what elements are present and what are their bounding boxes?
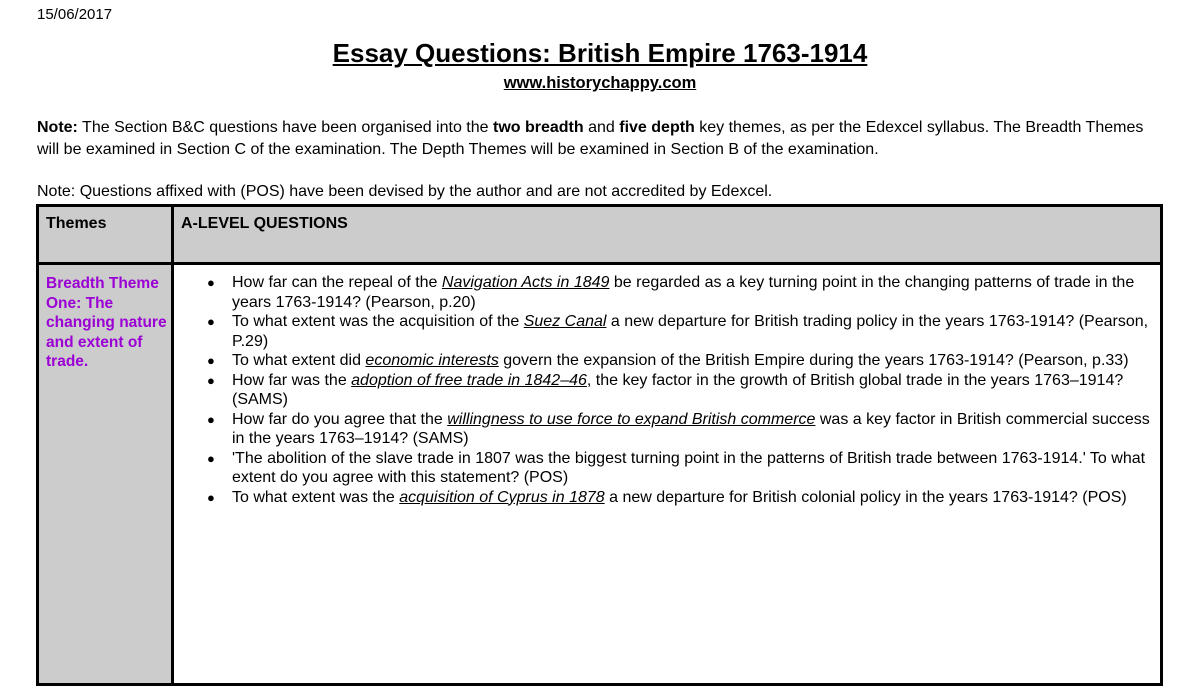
bullet-icon: ● (207, 275, 215, 290)
question-item (207, 273, 1150, 312)
bullet-icon: ● (207, 353, 215, 368)
question-text-end: govern the expansion of the British Empire during the years 1763-1914? (Pearson, p.33) (498, 352, 1129, 369)
questions-table (36, 204, 1163, 686)
question-key-topic: Navigation Acts in 1849 (441, 274, 610, 291)
note-bold-depth: five depth (619, 119, 695, 136)
bullet-icon: ● (207, 450, 215, 466)
note-bold-breadth: two breadth (492, 119, 584, 136)
note-label: Note: (37, 119, 78, 136)
question-key-topic: Suez Canal (523, 313, 607, 330)
question-text-end: a new departure for British trading policy in the years 1763-1914? (Pearson, P.29) (232, 313, 1149, 350)
question-text-end: be regarded as a key turning point in the changing patterns of trade in the years 1763-1914? (Pearson, p.20) (232, 274, 1135, 311)
bullet-icon: ● (207, 489, 215, 505)
question-text-end: a new departure for British colonial policy in the years 1763-1914? (POS) (604, 488, 1127, 506)
question-text: How far was the (232, 371, 352, 389)
question-text: How far do you agree that the (232, 410, 448, 428)
bullet-icon: ● (207, 314, 215, 329)
question-item (207, 312, 1150, 351)
question-text-end: was a key factor in British commercial success in the years 1763–1914? (SAMS) (232, 410, 1150, 447)
question-key-topic: willingness to use force to expand British commerce (447, 410, 816, 428)
note-text-2: and (583, 119, 620, 136)
header-themes: Themes (38, 206, 173, 264)
question-key-topic: adoption of free trade in 1842–46 (351, 371, 587, 389)
note-text-1: The Section B&C questions have been organised into the (77, 119, 493, 136)
website-link[interactable]: www.historychappy.com (503, 74, 697, 92)
question-text: 'The abolition of the slave trade in 1807 was the biggest turning point in the patterns of British trade between 1763-1914.' To what extent do you agree with this statement? (POS) (232, 449, 1146, 486)
question-text: To what extent did (232, 352, 366, 369)
pos-note: Note: Questions affixed with (POS) have been devised by the author and are not accredited by Edexcel. (37, 183, 773, 200)
note-text-3: key themes, as per the Edexcel syllabus. The Breadth Themes will be examined in Section C of the examination. The Depth Themes will be examined in Section B of the examination. (37, 119, 1144, 158)
header-questions: A-LEVEL QUESTIONS (173, 206, 1162, 264)
theme-label: Breadth Theme One: The changing nature and extent of trade. (38, 264, 173, 685)
document-date: 15/06/2017 (37, 6, 113, 23)
page-title: Essay Questions: British Empire 1763-1914 (332, 38, 868, 68)
question-text: To what extent was the (232, 488, 400, 506)
questions-cell (173, 264, 1162, 685)
note-paragraph (37, 117, 1167, 161)
question-text: To what extent was the acquisition of the (232, 313, 524, 330)
question-item (207, 488, 1150, 508)
question-list (174, 273, 1150, 507)
question-key-topic: acquisition of Cyprus in 1878 (399, 488, 605, 506)
question-key-topic: economic interests (365, 352, 499, 369)
question-item (207, 371, 1150, 410)
question-text: How far can the repeal of the (232, 274, 442, 291)
table-row (38, 264, 1162, 685)
bullet-icon: ● (207, 411, 215, 427)
bullet-icon: ● (207, 372, 215, 388)
table-header-row (38, 206, 1162, 264)
question-item (207, 351, 1150, 371)
question-item (207, 449, 1150, 488)
question-item (207, 410, 1150, 449)
question-text-end: , the key factor in the growth of British global trade in the years 1763–1914? (SAMS) (232, 371, 1124, 408)
